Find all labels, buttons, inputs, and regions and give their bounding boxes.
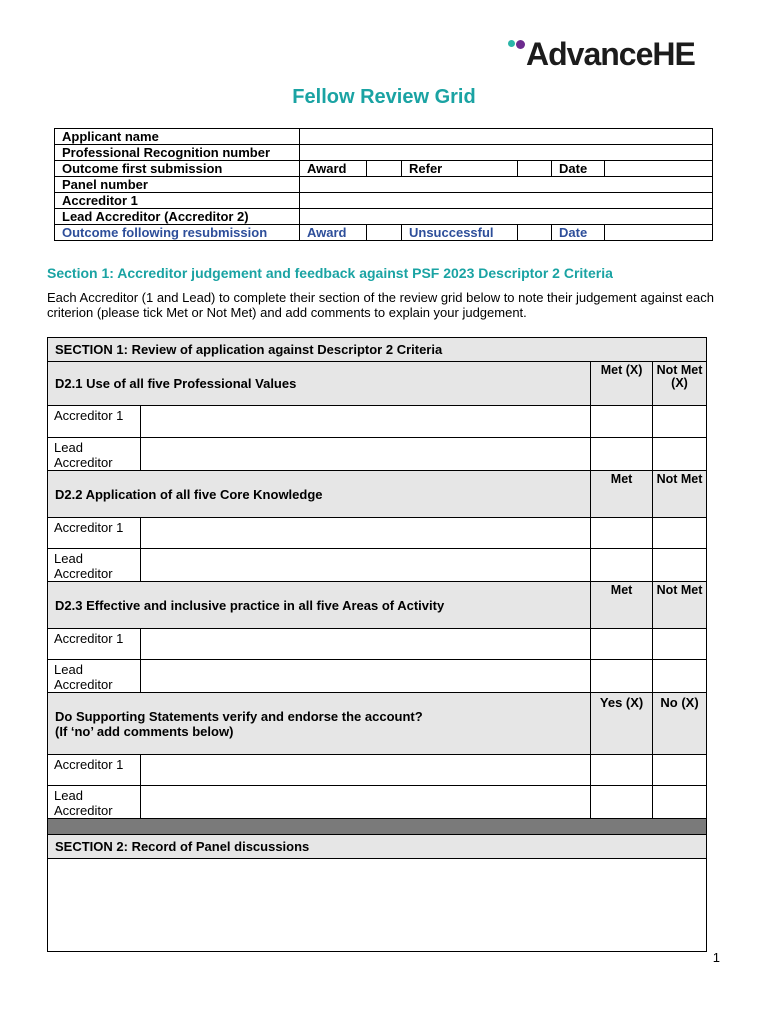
panel-number-field[interactable] — [300, 177, 713, 193]
d2-2-accreditor-1-label: Accreditor 1 — [48, 518, 141, 549]
d2-1-lead-accreditor-label: Lead Accreditor — [48, 438, 141, 471]
criterion-d2-3-notmet-header: Not Met — [653, 582, 707, 629]
resub-date-label: Date — [552, 225, 605, 241]
recognition-number-label: Professional Recognition number — [55, 145, 300, 161]
refer-field[interactable] — [518, 161, 552, 177]
advance-he-logo — [508, 38, 695, 74]
page-number: 1 — [712, 950, 720, 965]
d2-3-lead-accreditor-met[interactable] — [591, 660, 653, 693]
d2-1-accreditor-1-met[interactable] — [591, 406, 653, 438]
criterion-d2-3-met-header: Met — [591, 582, 653, 629]
section-divider — [48, 819, 707, 835]
date-label: Date — [552, 161, 605, 177]
criterion-d2-1-label: D2.1 Use of all five Professional Values — [48, 362, 591, 406]
panel-discussions-field[interactable] — [48, 859, 707, 952]
supporting-statements-note: (If ‘no’ add comments below) — [55, 723, 234, 739]
criterion-d2-3-label: D2.3 Effective and inclusive practice in all five Areas of Activity — [48, 582, 591, 629]
award-field[interactable] — [367, 161, 402, 177]
section-2-title: SECTION 2: Record of Panel discussions — [48, 835, 707, 859]
d2-2-lead-accreditor-label: Lead Accreditor — [48, 549, 141, 582]
resub-unsuccessful-label: Unsuccessful — [402, 225, 518, 241]
d2-3-accreditor-1-met[interactable] — [591, 629, 653, 660]
logo-text: AdvanceHE — [526, 36, 695, 72]
criterion-d2-1-met-header: Met (X) — [591, 362, 653, 406]
d2-2-accreditor-1-met[interactable] — [591, 518, 653, 549]
review-grid-table — [47, 337, 707, 952]
lead-accreditor-label: Lead Accreditor (Accreditor 2) — [55, 209, 300, 225]
supporting-lead-accreditor-no[interactable] — [653, 786, 707, 819]
d2-2-lead-accreditor-comment[interactable] — [140, 549, 590, 582]
d2-2-lead-accreditor-notmet[interactable] — [653, 549, 707, 582]
refer-label: Refer — [402, 161, 518, 177]
d2-1-accreditor-1-label: Accreditor 1 — [48, 406, 141, 438]
d2-1-lead-accreditor-comment[interactable] — [140, 438, 590, 471]
accreditor-1-label: Accreditor 1 — [55, 193, 300, 209]
section-1-grid-title: SECTION 1: Review of application against Descriptor 2 Criteria — [48, 338, 707, 362]
section-1-heading: Section 1: Accreditor judgement and feedback against PSF 2023 Descriptor 2 Criteria — [47, 265, 613, 281]
lead-accreditor-field[interactable] — [300, 209, 713, 225]
d2-1-accreditor-1-notmet[interactable] — [653, 406, 707, 438]
supporting-accreditor-1-comment[interactable] — [140, 755, 590, 786]
criterion-d2-2-label: D2.2 Application of all five Core Knowledge — [48, 471, 591, 518]
applicant-details-table — [54, 128, 713, 241]
d2-3-lead-accreditor-comment[interactable] — [140, 660, 590, 693]
date-field[interactable] — [605, 161, 713, 177]
supporting-accreditor-1-yes[interactable] — [591, 755, 653, 786]
section-1-intro: Each Accreditor (1 and Lead) to complete their section of the review grid below to note their judgement against each criterion (please tick Met or Not Met) and add comments to explain your judgement. — [47, 290, 714, 320]
supporting-statements-yes-header: Yes (X) — [591, 693, 653, 755]
d2-3-accreditor-1-label: Accreditor 1 — [48, 629, 141, 660]
supporting-lead-accreditor-comment[interactable] — [140, 786, 590, 819]
criterion-d2-1-notmet-header: Not Met (X) — [653, 362, 707, 406]
supporting-statements-criterion — [48, 693, 591, 755]
supporting-lead-accreditor-yes[interactable] — [591, 786, 653, 819]
accreditor-1-field[interactable] — [300, 193, 713, 209]
outcome-first-label: Outcome first submission — [55, 161, 300, 177]
applicant-name-field[interactable] — [300, 129, 713, 145]
d2-2-lead-accreditor-met[interactable] — [591, 549, 653, 582]
d2-3-lead-accreditor-notmet[interactable] — [653, 660, 707, 693]
resub-unsuccessful-field[interactable] — [518, 225, 552, 241]
d2-3-accreditor-1-comment[interactable] — [140, 629, 590, 660]
d2-3-lead-accreditor-label: Lead Accreditor — [48, 660, 141, 693]
criterion-d2-2-notmet-header: Not Met — [653, 471, 707, 518]
applicant-name-label: Applicant name — [55, 129, 300, 145]
outcome-resubmission-label: Outcome following resubmission — [55, 225, 300, 241]
d2-1-lead-accreditor-notmet[interactable] — [653, 438, 707, 471]
d2-2-accreditor-1-comment[interactable] — [140, 518, 590, 549]
criterion-d2-2-met-header: Met — [591, 471, 653, 518]
supporting-statements-label: Do Supporting Statements verify and endorse the account? — [55, 708, 423, 724]
page-title: Fellow Review Grid — [292, 86, 476, 108]
resub-award-field[interactable] — [367, 225, 402, 241]
resub-date-field[interactable] — [605, 225, 713, 241]
resub-award-label: Award — [300, 225, 367, 241]
d2-3-accreditor-1-notmet[interactable] — [653, 629, 707, 660]
supporting-accreditor-1-label: Accreditor 1 — [48, 755, 141, 786]
award-label: Award — [300, 161, 367, 177]
supporting-statements-no-header: No (X) — [653, 693, 707, 755]
recognition-number-field[interactable] — [300, 145, 713, 161]
panel-number-label: Panel number — [55, 177, 300, 193]
d2-1-accreditor-1-comment[interactable] — [140, 406, 590, 438]
d2-1-lead-accreditor-met[interactable] — [591, 438, 653, 471]
d2-2-accreditor-1-notmet[interactable] — [653, 518, 707, 549]
supporting-lead-accreditor-label: Lead Accreditor — [48, 786, 141, 819]
logo-dots-icon — [508, 38, 530, 68]
supporting-accreditor-1-no[interactable] — [653, 755, 707, 786]
